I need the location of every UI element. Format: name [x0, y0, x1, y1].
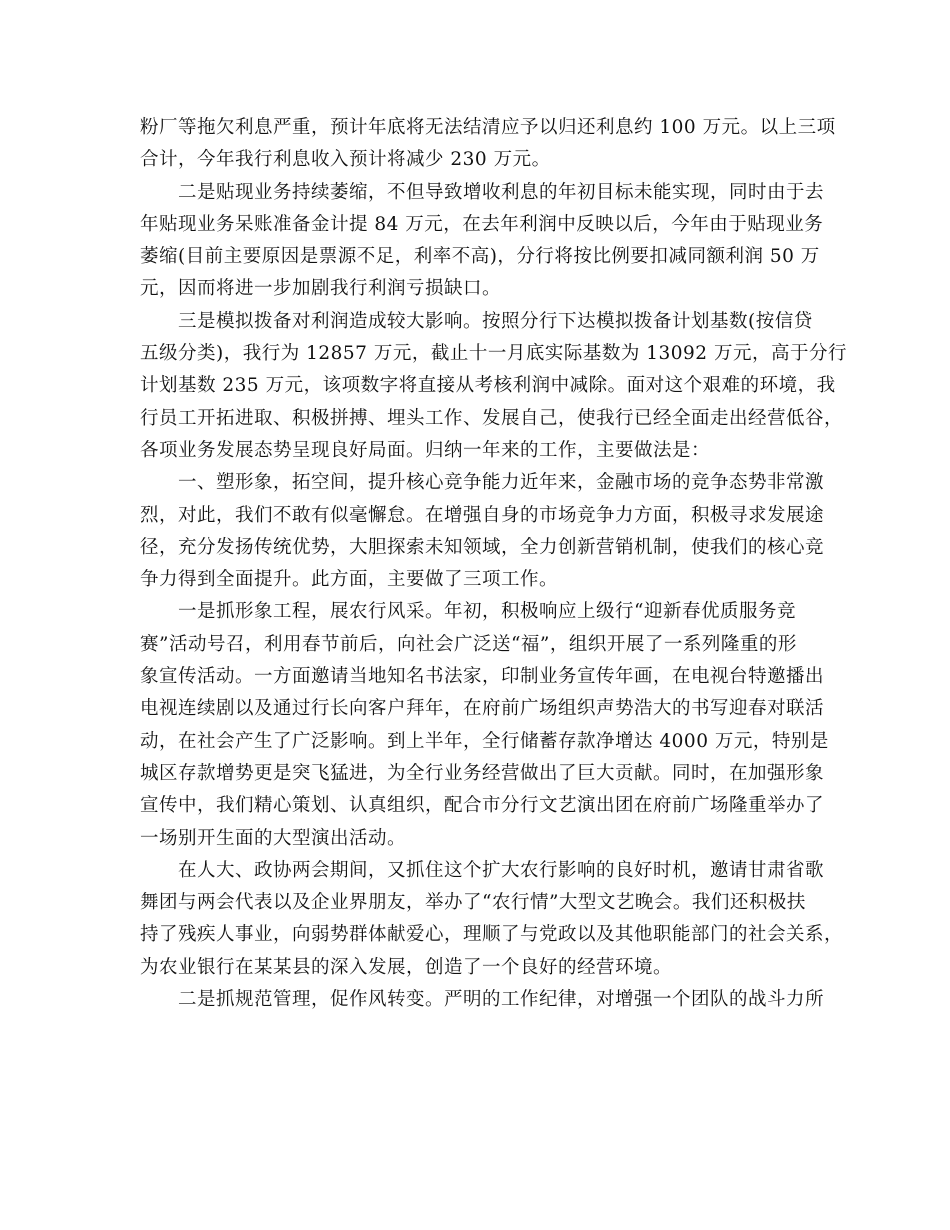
text-line: 烈，对此，我们不敢有似毫懈怠。在增强自身的市场竞争力方面，积极寻求发展途 [140, 504, 825, 526]
paragraph-3 [140, 306, 847, 467]
text-line: 二是抓规范管理，促作风转变。严明的工作纪律，对增强一个团队的战斗力所 [178, 989, 825, 1011]
text-line: 象宣传活动。一方面邀请当地知名书法家，印制业务宣传年画，在电视台特邀播出 [140, 666, 825, 688]
text-line: 径，充分发扬传统优势，大胆探索未知领域，全力创新营销机制，使我们的核心竞 [140, 536, 825, 558]
text-line: 五级分类)，我行为 12857 万元，截止十一月底实际基数为 13092 万元，高于分行 [140, 343, 847, 365]
text-line: 在人大、政协两会期间，又抓住这个扩大农行影响的良好时机，邀请甘肃省歌 [178, 859, 825, 881]
text-line: 计划基数 235 万元，该项数字将直接从考核利润中减除。面对这个艰难的环境，我 [140, 375, 836, 397]
text-line: 行员工开拓进取、积极拼搏、埋头工作、发展自己，使我行已经全面走出经营低谷， [140, 407, 844, 429]
text-line: 宣传中，我们精心策划、认真组织，配合市分行文艺演出团在府前广场隆重举办了 [140, 795, 825, 817]
text-line: 电视连续剧以及通过行长向客户拜年，在府前广场组织声势浩大的书写迎春对联活 [140, 698, 825, 720]
text-line: 舞团与两会代表以及企业界朋友，举办了“农行情”大型文艺晚会。我们还积极扶 [140, 892, 806, 914]
text-line: 萎缩(目前主要原因是票源不足，利率不高)，分行将按比例要扣减同额利润 50 万 [140, 246, 820, 268]
paragraph-7 [140, 984, 826, 1016]
text-line: 三是模拟拨备对利润造成较大影响。按照分行下达模拟拨备计划基数(按信贷 [178, 310, 813, 332]
paragraph-5 [140, 596, 829, 854]
text-line: 年贴现业务呆账准备金计提 84 万元，在去年利润中反映以后，今年由于贴现业务 [140, 213, 824, 235]
text-line: 动，在社会产生了广泛影响。到上半年，全行储蓄存款净增达 4000 万元，特别是 [140, 730, 829, 752]
text-line: 合计，今年我行利息收入预计将减少 230 万元。 [140, 149, 551, 171]
text-line: 二是贴现业务持续萎缩，不但导致增收利息的年初目标未能实现，同时由于去 [178, 181, 825, 203]
paragraph-2 [140, 177, 826, 306]
text-line: 赛”活动号召，利用春节前后，向社会广泛送“福”，组织开展了一系列隆重的形 [140, 633, 797, 655]
text-line: 一场别开生面的大型演出活动。 [140, 827, 407, 849]
paragraph-4 [140, 467, 826, 596]
paragraph-6 [140, 855, 844, 984]
text-line: 各项业务发展态势呈现良好局面。归纳一年来的工作，主要做法是： [140, 439, 711, 461]
text-line: 持了残疾人事业，向弱势群体献爱心，理顺了与党政以及其他职能部门的社会关系， [140, 924, 844, 946]
text-line: 为农业银行在某某县的深入发展，创造了一个良好的经营环境。 [140, 956, 673, 978]
text-line: 一、塑形象，拓空间，提升核心竞争能力近年来，金融市场的竞争态势非常激 [178, 472, 825, 494]
paragraph-1 [140, 112, 836, 177]
text-line: 一是抓形象工程，展农行风采。年初，积极响应上级行“迎新春优质服务竞 [178, 601, 796, 623]
text-line: 争力得到全面提升。此方面，主要做了三项工作。 [140, 569, 559, 591]
text-line: 城区存款增势更是突飞猛进，为全行业务经营做出了巨大贡献。同时，在加强形象 [140, 762, 825, 784]
document-page [140, 112, 847, 1016]
text-line: 元，因而将进一步加剧我行利润亏损缺口。 [140, 278, 502, 300]
text-line: 粉厂等拖欠利息严重，预计年底将无法结清应予以归还利息约 100 万元。以上三项 [140, 117, 836, 138]
